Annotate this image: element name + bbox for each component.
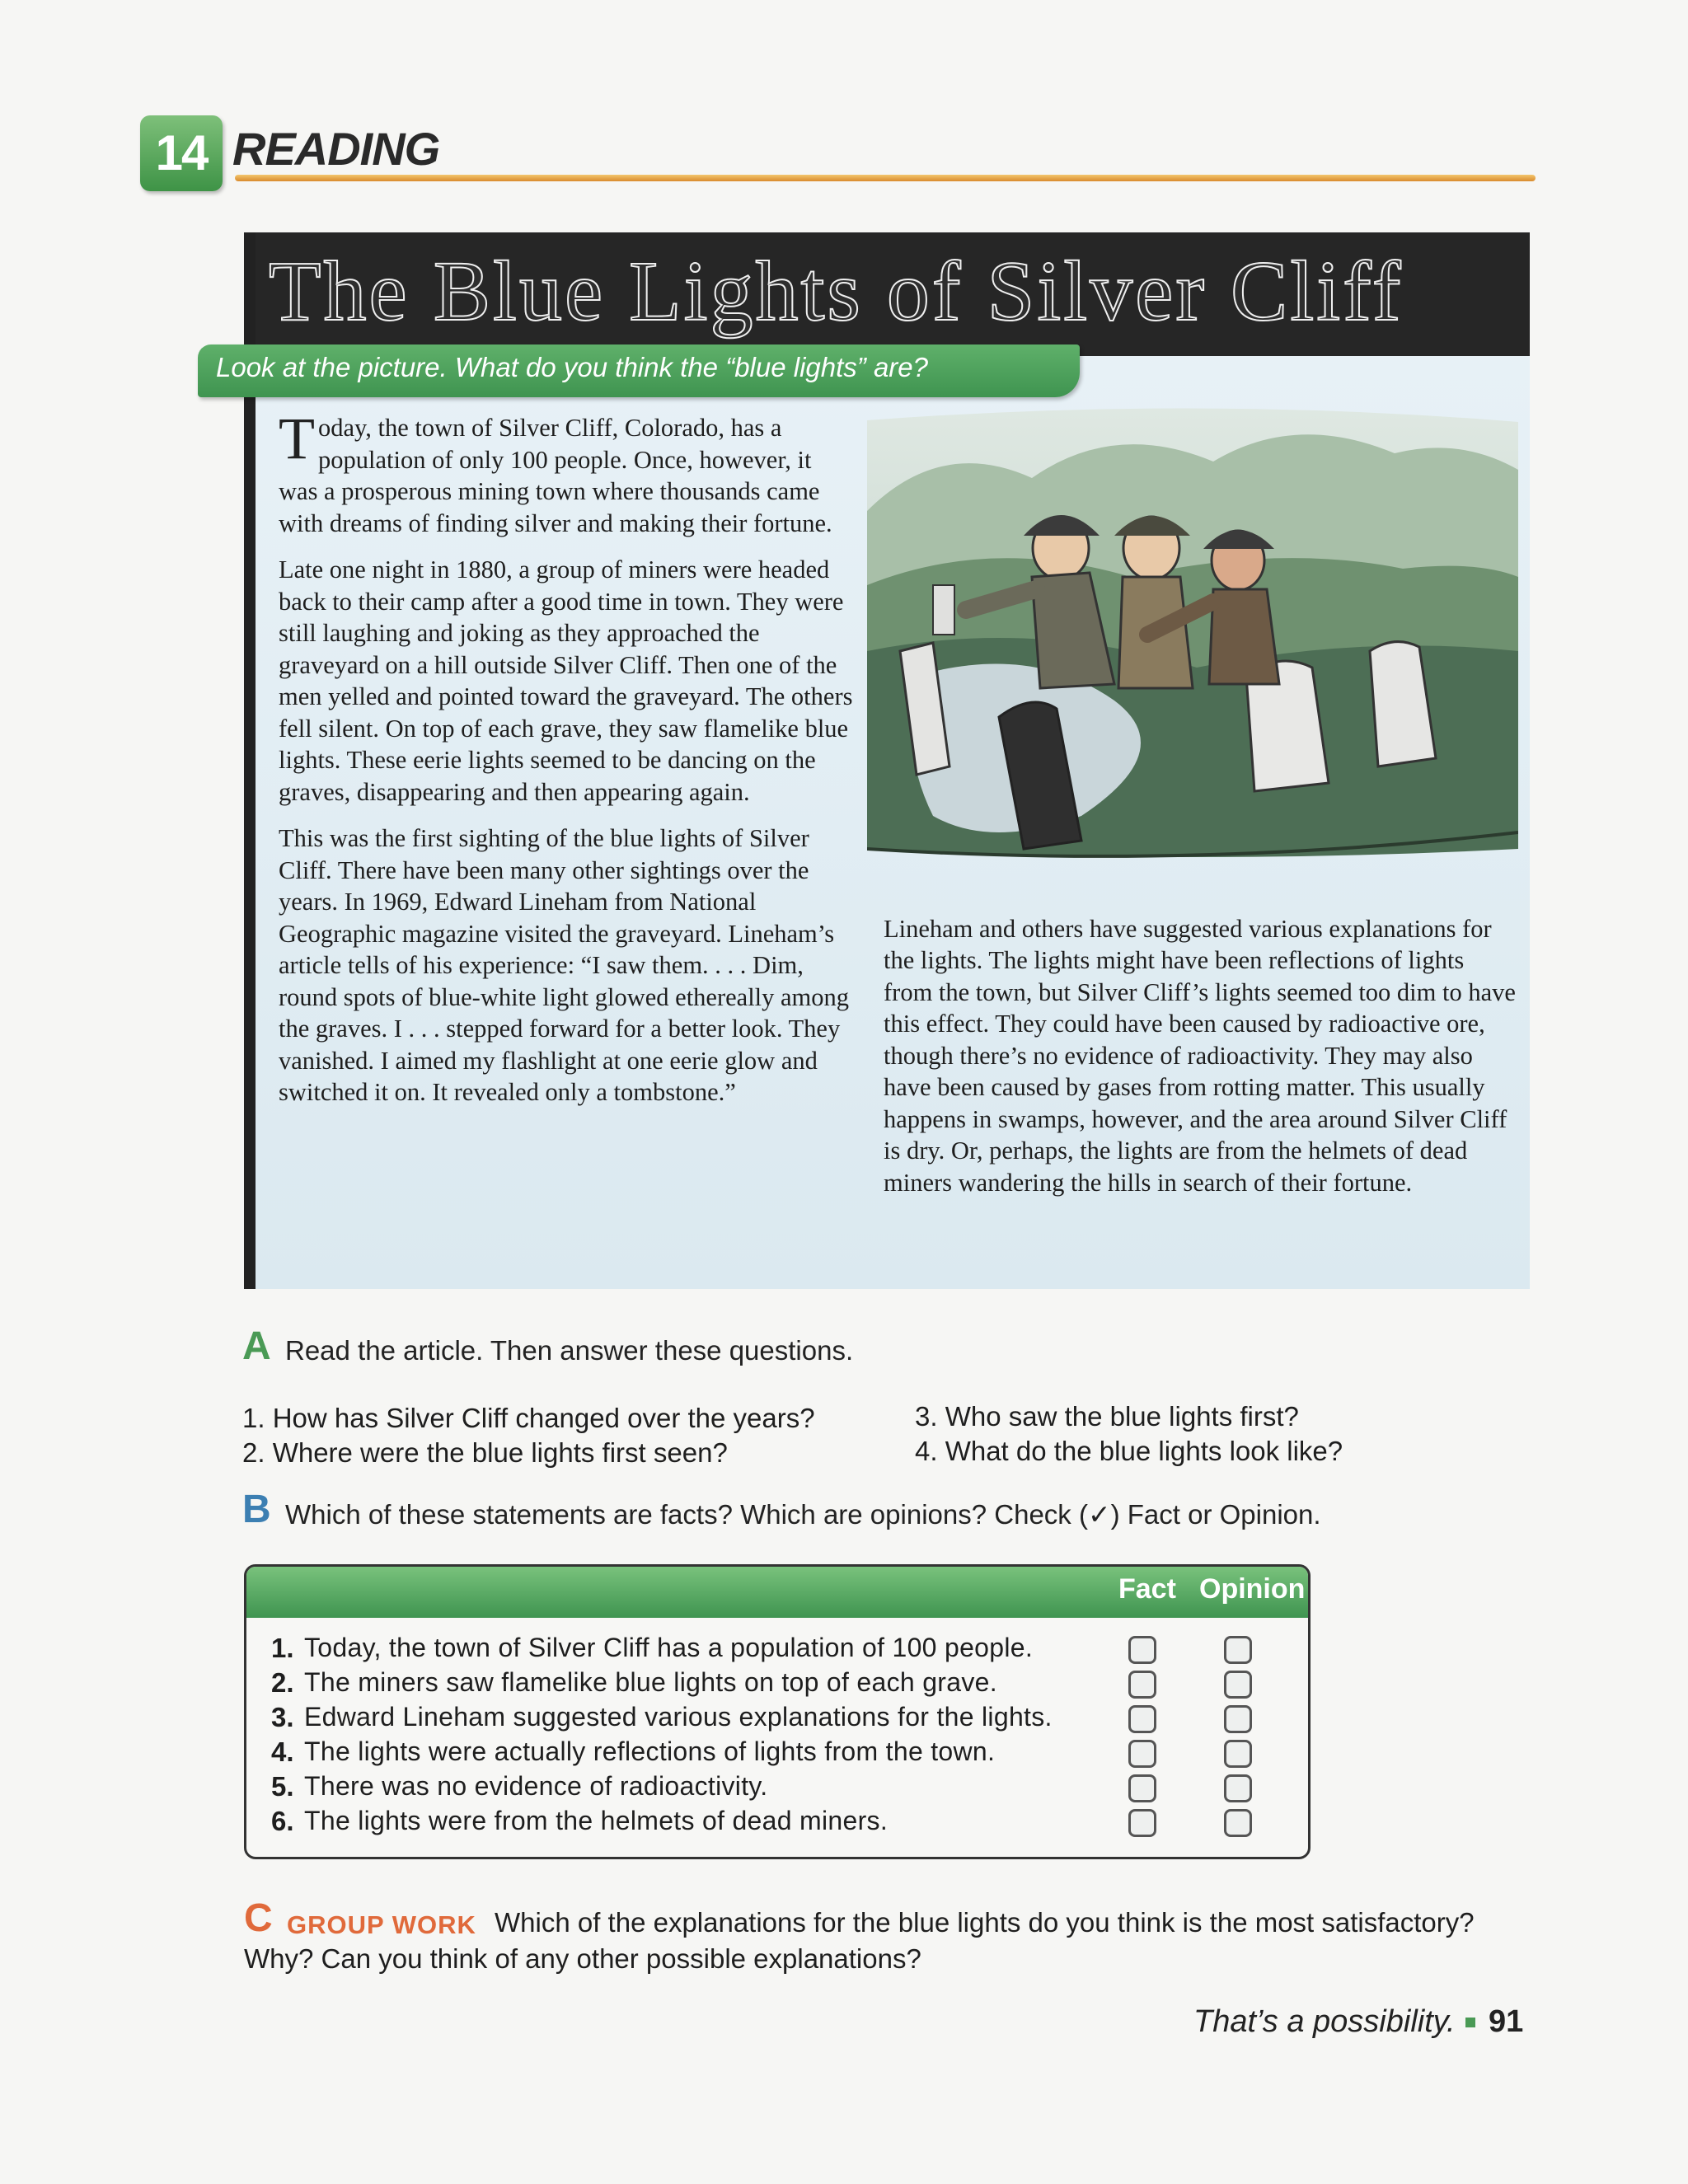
row-statement: The miners saw flamelike blue lights on top of each grave. xyxy=(304,1667,997,1697)
question-1: 1. How has Silver Cliff changed over the years? xyxy=(242,1403,815,1433)
header-rule xyxy=(235,175,1536,181)
paragraph-1-text: oday, the town of Silver Cliff, Colorado, has a population of only 100 people. Once, however, it was a prosperous mining town where thousands came with dreams of finding silver and making their fortune. xyxy=(279,414,832,537)
section-b-instruction: Which of these statements are facts? Which are opinions? Check (✓) Fact or Opinion. xyxy=(285,1499,1321,1530)
graveyard-miners-illustration xyxy=(867,404,1518,872)
footer-unit-title: That’s a possibility. xyxy=(1193,2004,1456,2039)
row-number: 5. xyxy=(271,1771,294,1802)
article-paragraph-4: Lineham and others have suggested various explanations for the lights. The lights might have been reflections of lights from the town, but Silver Cliff’s lights seemed too dim to have this effect. They could have been caused by radioactive ore, though there’s no evidence of radioactivity. They may also have been caused by gases from rotting matter. This usually happens in swamps, however, and the area around Silver Cliff is dry. Or, perhaps, the lights are from the helmets of dead miners wandering the hills in search of their fortune. xyxy=(884,914,1516,1197)
prompt-text: Look at the picture. What do you think the “blue lights” are? xyxy=(216,352,928,382)
opinion-column-header: Opinion xyxy=(1199,1573,1306,1605)
row-statement: Edward Lineham suggested various explanations for the lights. xyxy=(304,1702,1053,1732)
opinion-checkbox[interactable] xyxy=(1224,1705,1252,1733)
row-statement: The lights were actually reflections of lights from the town. xyxy=(304,1736,996,1766)
article-paragraph-1 xyxy=(279,405,856,539)
question-4: 4. What do the blue lights look like? xyxy=(915,1436,1343,1466)
page-number: 91 xyxy=(1489,2004,1524,2039)
fact-column-header: Fact xyxy=(1118,1573,1176,1605)
row-statement: Today, the town of Silver Cliff has a population of 100 people. xyxy=(304,1633,1034,1662)
article-title: The Blue Lights of Silver Cliff xyxy=(269,244,1404,339)
table-row xyxy=(246,1702,1308,1736)
row-number: 3. xyxy=(271,1702,294,1732)
table-row xyxy=(246,1633,1308,1667)
article-paragraph-2: Late one night in 1880, a group of miners were headed back to their camp after a good time in town. They were still laughing and joking as they approached the graveyard on a hill outside Silver Cliff. Then one of the men yelled and pointed toward the graveyard. The others fell silent. On top of each grave, they saw flamelike blue lights. These eerie lights seemed to be dancing on the graves, disappearing and then appearing again. xyxy=(279,555,853,806)
table-row xyxy=(246,1806,1308,1840)
opinion-checkbox[interactable] xyxy=(1224,1671,1252,1699)
section-c-letter: C xyxy=(244,1896,273,1940)
question-2: 2. Where were the blue lights first seen? xyxy=(242,1437,728,1468)
fact-checkbox[interactable] xyxy=(1128,1705,1156,1733)
fact-checkbox[interactable] xyxy=(1128,1774,1156,1802)
row-statement: The lights were from the helmets of dead miners. xyxy=(304,1806,889,1835)
drop-cap: T xyxy=(279,405,315,471)
table-row xyxy=(246,1667,1308,1702)
section-title: READING xyxy=(232,123,440,175)
row-number: 6. xyxy=(271,1806,294,1836)
article-paragraph-3: This was the first sighting of the blue lights of Silver Cliff. There have been many other sightings over the years. In 1969, Edward Lineham from National Geographic magazine visited the graveyard. Lineham’s article tells of his experience: “I saw them. . . . Dim, round spots of blue-white light glowed ethereally among the graves. I . . . stepped forward for a better look. They vanished. I aimed my flashlight at one eerie glow and switched it on. It revealed only a tombstone.” xyxy=(279,824,850,1106)
section-b-letter: B xyxy=(242,1488,271,1531)
opinion-checkbox[interactable] xyxy=(1224,1636,1252,1664)
section-a-letter: A xyxy=(242,1324,271,1368)
group-work-label: GROUP WORK xyxy=(287,1910,476,1939)
fact-checkbox[interactable] xyxy=(1128,1636,1156,1664)
table-row xyxy=(246,1771,1308,1806)
article-right-column xyxy=(884,888,1518,1224)
row-statement: There was no evidence of radioactivity. xyxy=(304,1771,768,1801)
opinion-checkbox[interactable] xyxy=(1224,1809,1252,1837)
article-left-column xyxy=(279,405,856,1123)
footer-square-bullet xyxy=(1465,2018,1475,2027)
section-c-text-line-2: Why? Can you think of any other possible explanations? xyxy=(244,1943,921,1974)
row-number: 1. xyxy=(271,1633,294,1663)
table-row xyxy=(246,1736,1308,1771)
fact-checkbox[interactable] xyxy=(1128,1809,1156,1837)
row-number: 2. xyxy=(271,1667,294,1698)
fact-opinion-table xyxy=(244,1564,1311,1859)
opinion-checkbox[interactable] xyxy=(1224,1774,1252,1802)
section-a-instruction: Read the article. Then answer these questions. xyxy=(285,1335,854,1366)
section-c-text-line-1: Which of the explanations for the blue lights do you think is the most satisfactory? xyxy=(495,1907,1475,1938)
unit-number-badge: 14 xyxy=(140,115,223,191)
fact-checkbox[interactable] xyxy=(1128,1671,1156,1699)
question-3: 3. Who saw the blue lights first? xyxy=(915,1401,1299,1432)
fact-checkbox[interactable] xyxy=(1128,1740,1156,1768)
opinion-checkbox[interactable] xyxy=(1224,1740,1252,1768)
row-number: 4. xyxy=(271,1736,294,1767)
